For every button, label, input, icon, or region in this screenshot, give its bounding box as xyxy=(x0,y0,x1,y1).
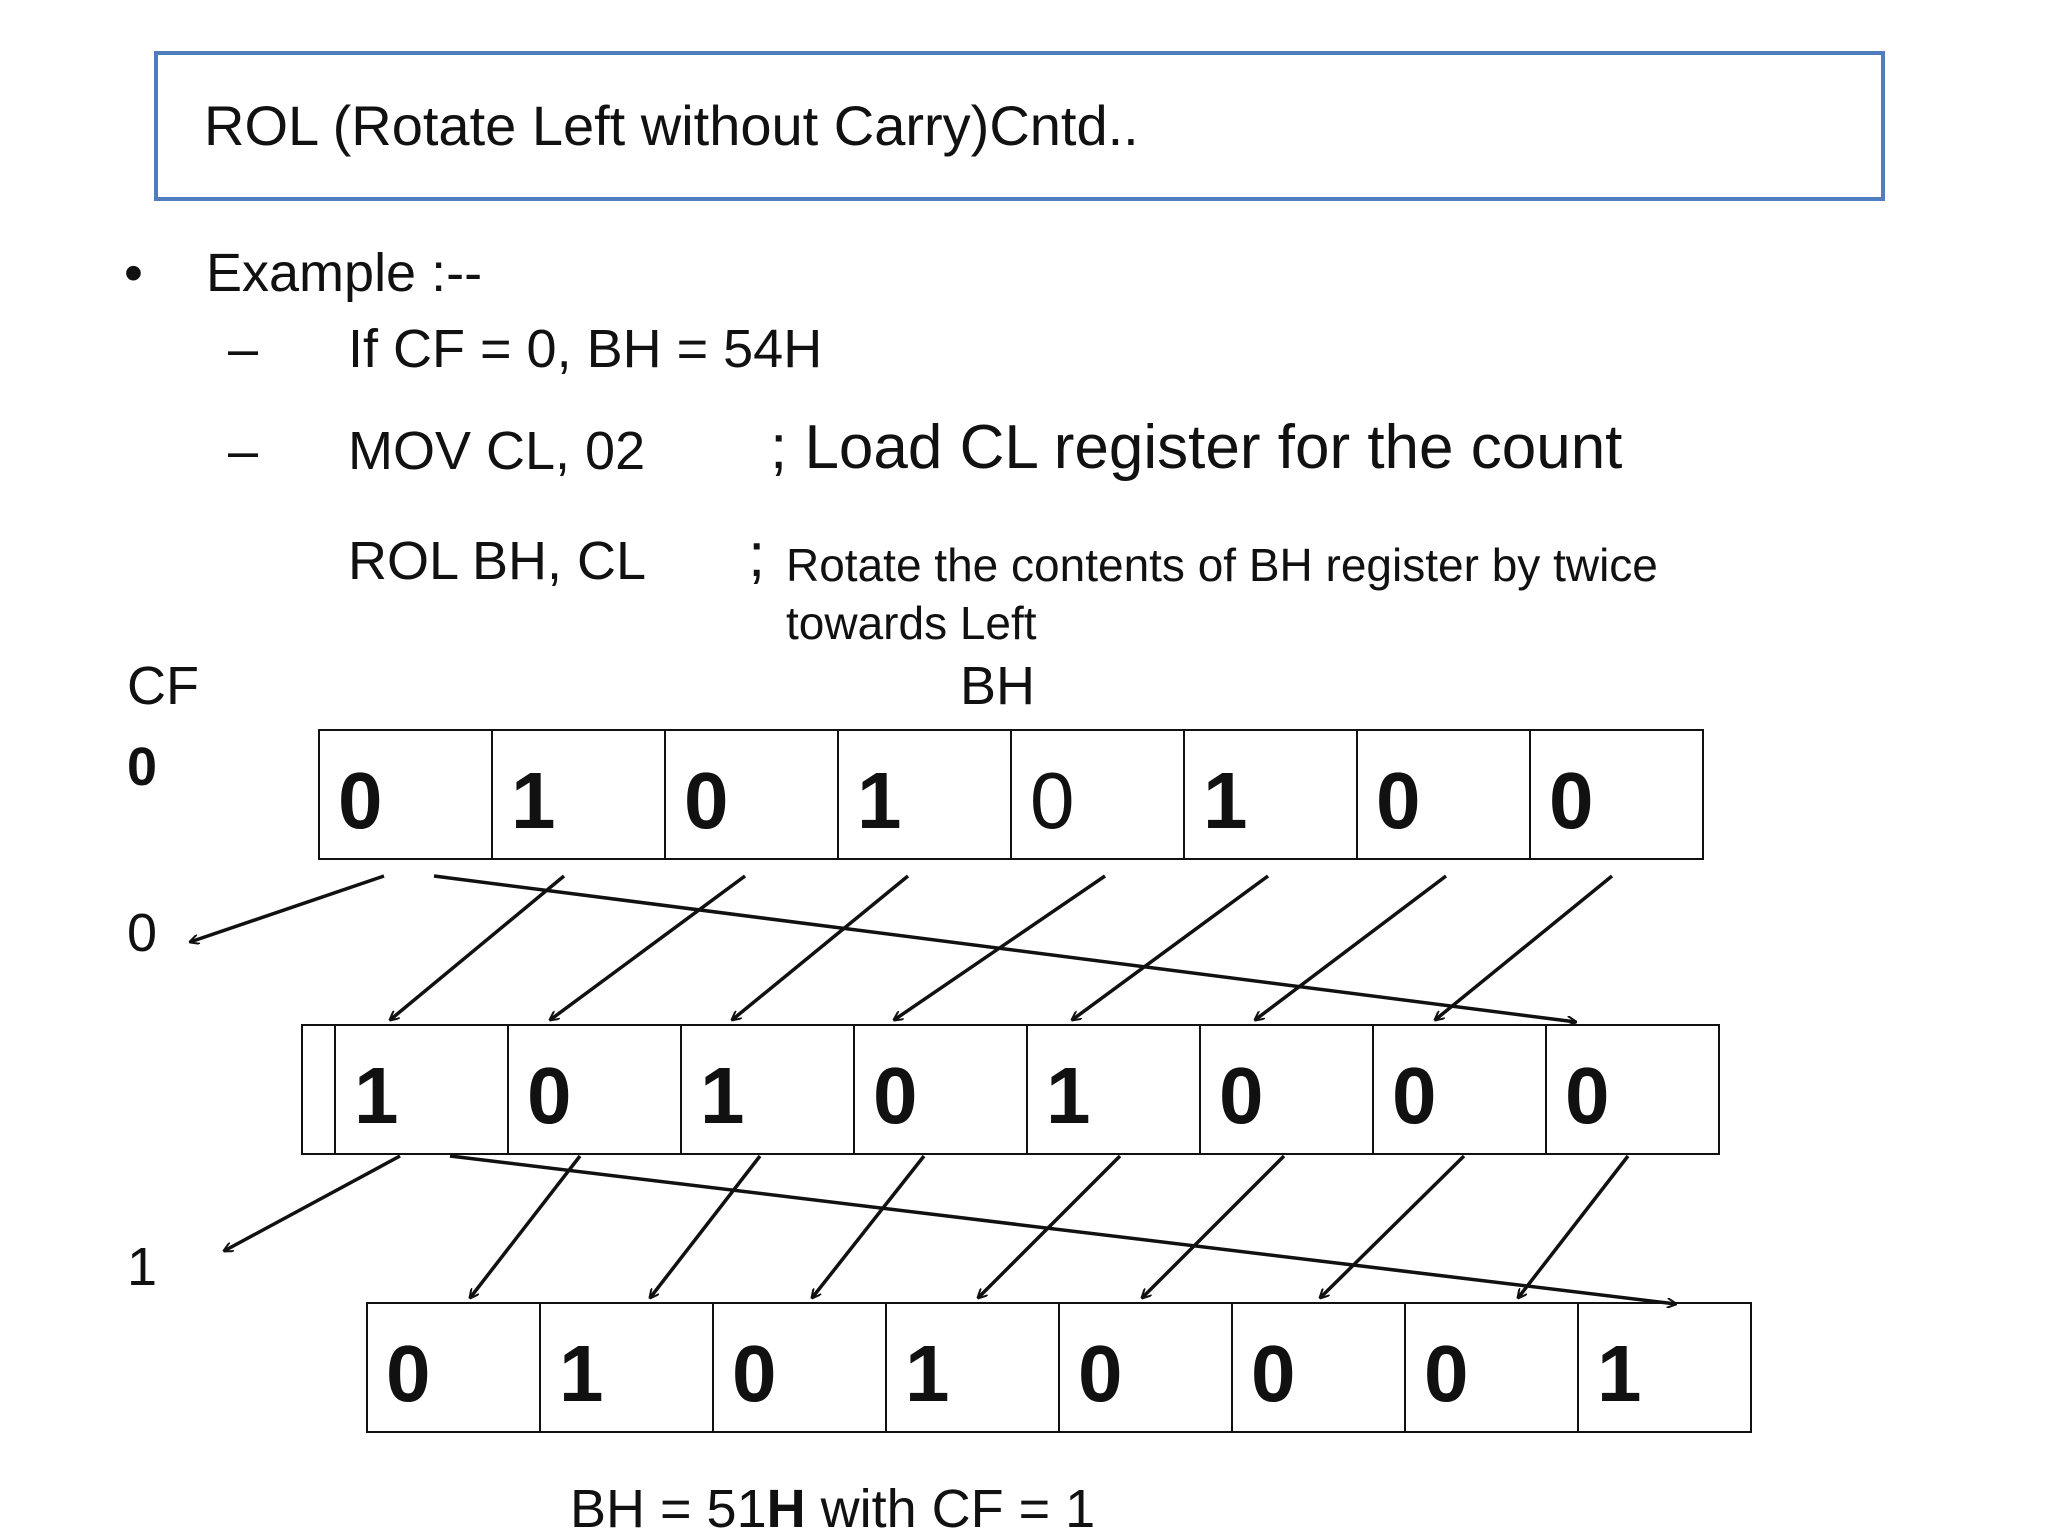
line-cf-bh: If CF = 0, BH = 54H xyxy=(348,319,823,379)
arrow-shift xyxy=(550,876,745,1020)
bit-value: 0 xyxy=(1219,1051,1264,1140)
bit-value: 0 xyxy=(1424,1329,1469,1418)
dash-2: – xyxy=(228,421,259,481)
arrow-shift xyxy=(812,1156,924,1298)
bit-value: 0 xyxy=(386,1329,431,1418)
arrow-msb-wrap-2 xyxy=(450,1156,1676,1304)
arrow-shift xyxy=(1255,876,1446,1020)
carry-out-first: 0 xyxy=(127,903,158,963)
bit-value: 0 xyxy=(732,1329,777,1418)
arrow-shift xyxy=(978,1156,1120,1298)
bit-value: 1 xyxy=(559,1329,604,1418)
arrow-shift xyxy=(470,1156,580,1298)
result-h: H xyxy=(766,1479,806,1539)
rol-comment-line2: towards Left xyxy=(786,597,1037,649)
bit-value: 1 xyxy=(1046,1051,1091,1140)
bit-value: 0 xyxy=(1392,1051,1437,1140)
slide-title: ROL (Rotate Left without Carry)Cntd.. xyxy=(204,94,1139,157)
bit-value: 0 xyxy=(1549,756,1594,845)
bit-value: 1 xyxy=(354,1051,399,1140)
cf-initial-value: 0 xyxy=(127,737,158,797)
dash-1: – xyxy=(228,319,259,379)
rol-comment-line1: Rotate the contents of BH register by twice xyxy=(786,539,1658,591)
arrow-shift xyxy=(1435,876,1612,1020)
arrow-shift xyxy=(1142,1156,1284,1298)
cf-label: CF xyxy=(127,656,199,716)
bit-value: 1 xyxy=(1203,756,1248,845)
bit-value: 1 xyxy=(905,1329,950,1418)
arrow-msb-to-carry-2 xyxy=(224,1156,400,1251)
arrow-shift xyxy=(894,876,1105,1020)
rol-semicolon: ; xyxy=(748,521,766,590)
bullet-dot: • xyxy=(124,243,143,303)
bit-value: 0 xyxy=(873,1051,918,1140)
arrow-shift xyxy=(650,1156,760,1298)
bit-value: 0 xyxy=(1251,1329,1296,1418)
bit-value: 0 xyxy=(527,1051,572,1140)
arrow-msb-wrap-1 xyxy=(434,876,1576,1022)
arrow-shift xyxy=(1072,876,1268,1020)
bit-value: 1 xyxy=(700,1051,745,1140)
arrow-shift xyxy=(1518,1156,1628,1298)
rol-instruction: ROL BH, CL xyxy=(348,531,647,591)
bit-value: 1 xyxy=(857,756,902,845)
arrow-msb-to-carry-1 xyxy=(190,876,384,942)
arrow-shift xyxy=(390,876,564,1020)
result-suffix: with CF = 1 xyxy=(805,1479,1096,1539)
bit-value: 0 xyxy=(1078,1329,1123,1418)
bit-value: 0 xyxy=(1565,1051,1610,1140)
example-label: Example :-- xyxy=(206,243,483,303)
bh-label: BH xyxy=(960,656,1036,716)
bit-value: 1 xyxy=(1597,1329,1642,1418)
bit-value: 0 xyxy=(684,756,729,845)
result-prefix: BH = 51 xyxy=(570,1479,767,1539)
bit-value: 0 xyxy=(338,756,383,845)
arrow-shift xyxy=(732,876,908,1020)
bit-value: 1 xyxy=(511,756,556,845)
mov-comment: ; Load CL register for the count xyxy=(770,413,1623,482)
bit-value: 0 xyxy=(1376,756,1421,845)
carry-out-second: 1 xyxy=(127,1237,158,1297)
bit-value: 0 xyxy=(1030,756,1075,845)
mov-instruction: MOV CL, 02 xyxy=(348,421,646,481)
result-line xyxy=(570,1478,1095,1540)
